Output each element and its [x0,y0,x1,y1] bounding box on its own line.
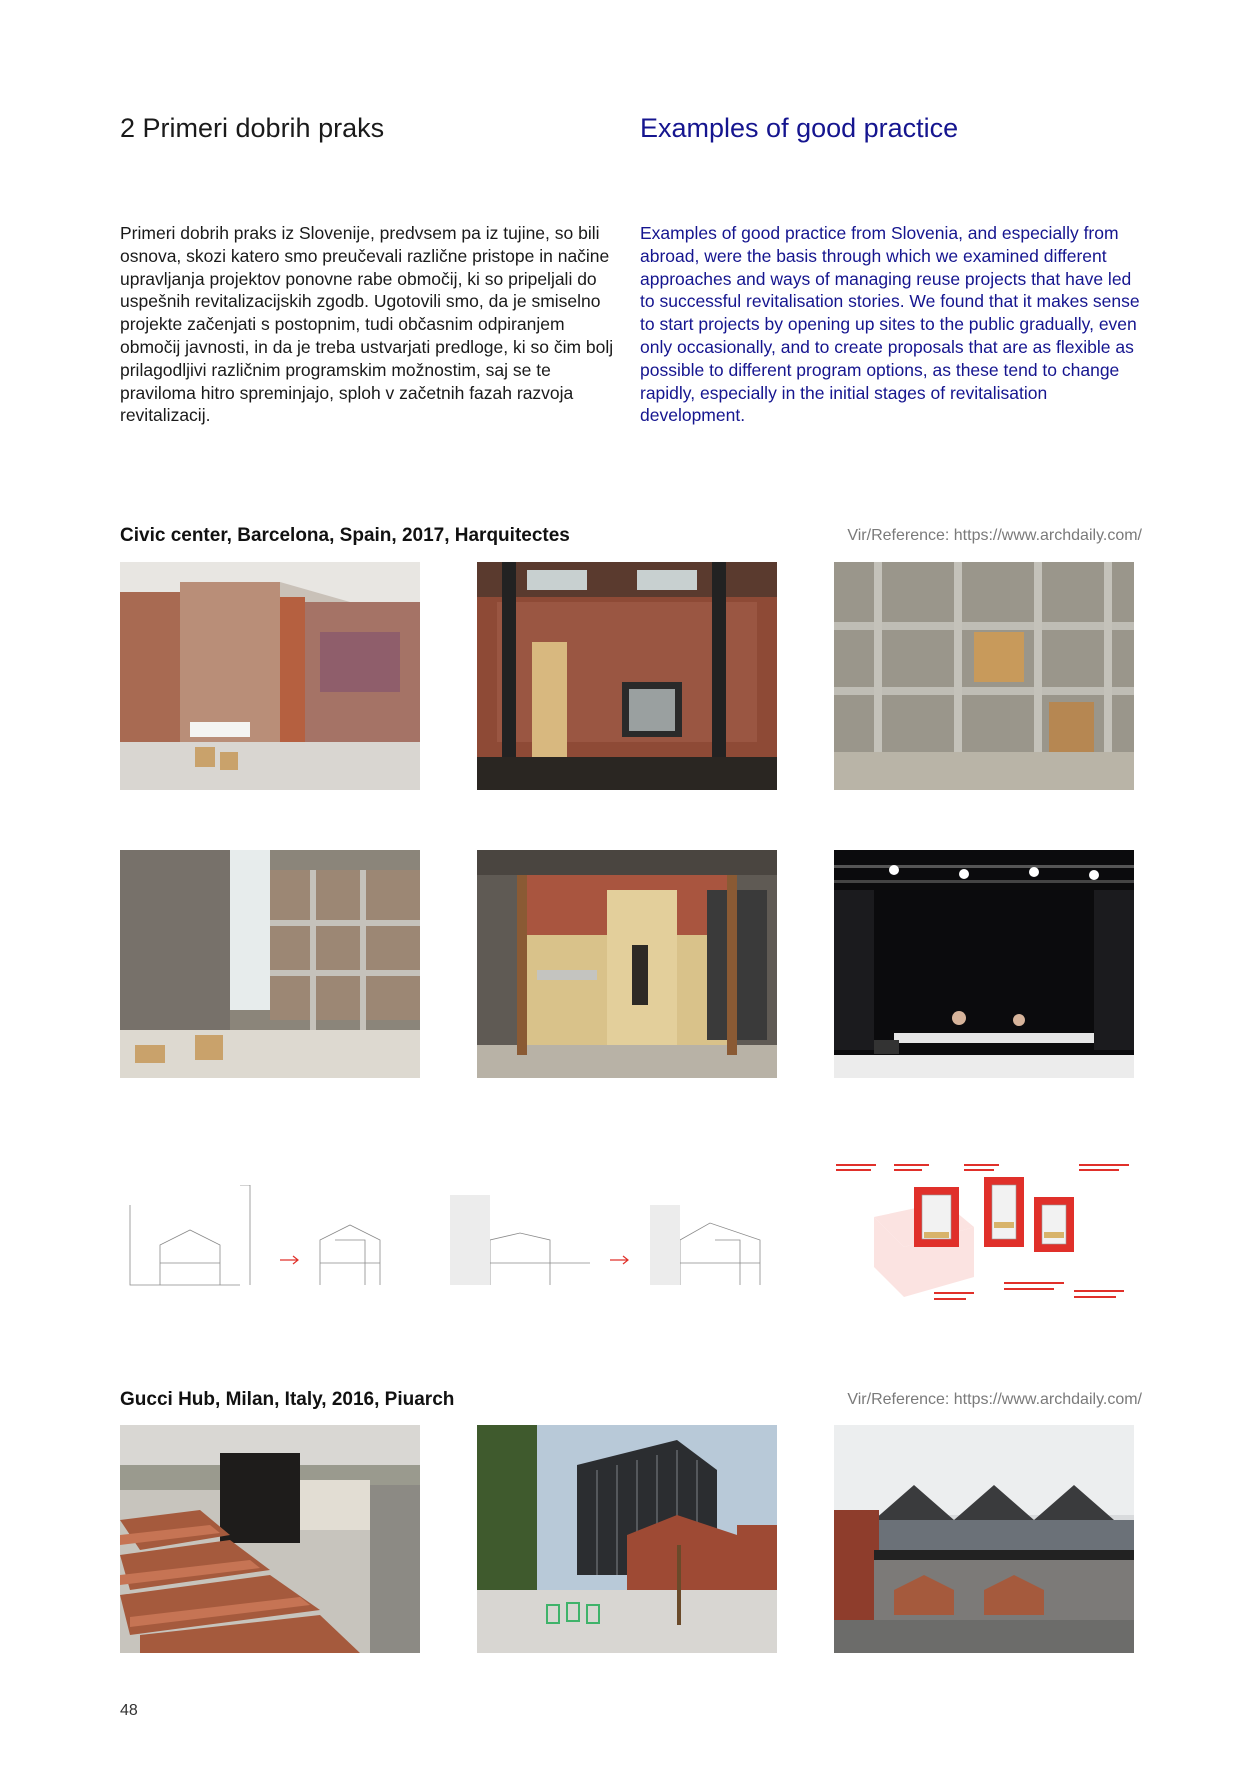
photo-gucci-hub-aerial [120,1425,420,1653]
intro-paragraph-slovenian: Primeri dobrih praks iz Slovenije, predvsem pa iz tujine, so bili osnova, skozi katero smo preučevali različne pristope in načine upravljanja projektov ponovne rabe območij, ki so pripeljali do uspešnih revitalizacijskih zgodb. Ugotovili smo, da je smiselno projekte začenjati s postopnim, tudi občasnim odpiranjem območij javnosti, in da je treba ustvarjati predloge, ki so čim bolj prilagodljivi različnim programskim možnostim, saj se te praviloma hitro spreminjajo, sploh v začetnih fazah razvoja revitalizacij. [120,223,614,426]
photo-civic-center-steel-structure [834,562,1134,790]
project-caption-gucci-hub: Gucci Hub, Milan, Italy, 2016, Piuarch [120,1389,455,1410]
intro-paragraph-english: Examples of good practice from Slovenia, and especially from abroad, were the basis through which we examined different approaches and ways of managing reuse projects that have led to successful revitalisation stories. We found that it makes sense to start projects by opening up sites to the public gradually, even only occasionally, and to create proposals that are as flexible as possible to different program options, as these tend to change rapidly, especially in the initial stages of revitalisation development. [640,223,1140,426]
drawing-civic-center-sections [120,1185,780,1320]
photo-gucci-hub-courtyard [477,1425,777,1653]
photo-civic-center-theater [834,850,1134,1078]
photo-civic-center-kitchen [477,850,777,1078]
photo-civic-center-brick-wall [477,562,777,790]
project-caption-civic-center: Civic center, Barcelona, Spain, 2017, Harquitectes [120,525,570,546]
page-number: 48 [120,1702,138,1719]
project-reference-gucci-hub: Vir/Reference: https://www.archdaily.com/ [847,1391,1142,1408]
photo-gucci-hub-facade [834,1425,1134,1653]
photo-civic-center-hall [120,562,420,790]
photo-civic-center-atrium [120,850,420,1078]
page-title-english: Examples of good practice [640,113,959,143]
diagram-civic-center-axonometric [834,1162,1134,1322]
page-title-slovenian: 2 Primeri dobrih praks [120,113,385,143]
project-reference-civic-center: Vir/Reference: https://www.archdaily.com/ [847,527,1142,544]
